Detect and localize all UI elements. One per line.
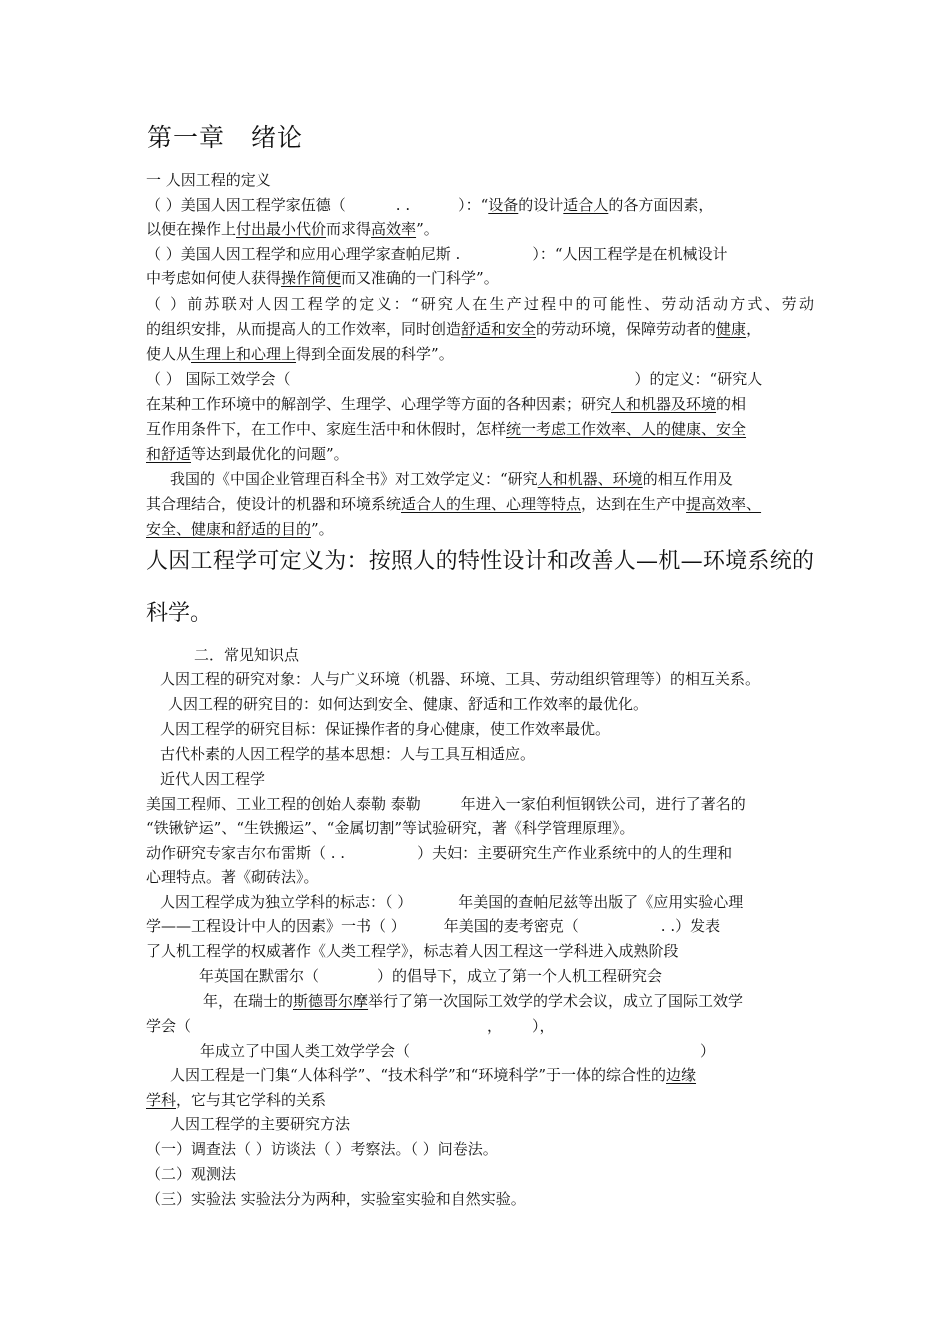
iea-text: 举行了第一次国际工效学的学术会议，成立了国际工效学 [368,992,744,1010]
chapter-label: 第一章 [147,123,226,152]
gilbreth-line1 [146,841,814,865]
def4-text: 互作用条件下，在工作中、家庭生活中和休假时，怎样 [146,420,507,438]
knowledge-p3: 人因工程学的研究目标：保证操作者的身心健康，使工作效率最优。 [160,720,611,738]
def1-text: 而求得 [326,220,372,238]
def1-text: ）：“ [458,196,489,214]
def3-line1: （ ）前苏联对人因工程学的定义：“研究人在生产过程中的可能性、劳动活动方式、劳动 [146,295,814,313]
iea-text: ）， [532,1017,555,1035]
milestone-text: . .）发表 [660,917,721,935]
knowledge-p5: 近代人因工程学 [160,770,266,788]
def4-underline: 统一考虑工作效率、人的健康、安全 [506,420,747,438]
def4-text: （ ） 国际工效学会（ [146,370,291,388]
def3-text: 的组织安排，从而提高人的工作效率，同时创造 [146,320,462,338]
murrell-line [199,964,867,988]
milestone-line3: 了人机工程学的权威著作《人类工程学》，标志着人因工程这一学科进入成熟阶段 [146,942,679,960]
edge-underline: 边缘 [666,1066,697,1084]
def4-text: 等达到最优化的问题”。 [191,445,349,463]
def1-underline: 适合人 [563,196,609,214]
methods-heading: 人因工程学的主要研究方法 [170,1115,351,1133]
def5-line3 [146,517,814,541]
iea-text: 年，在瑞士的 [203,992,294,1010]
def5-underline: 人和机器、环境 [537,470,643,488]
cesa-line [200,1039,868,1063]
iea-text: 学会（ [146,1017,192,1035]
iea-text: ， [487,1017,503,1035]
def4-underline: 人和机器及环境 [611,395,717,413]
iea-underline: 斯德哥尔摩 [293,992,369,1010]
def1-underline: 高效率 [371,220,417,238]
chapter-title [147,118,303,154]
def2-line2 [146,266,814,290]
def4-line2 [146,392,814,416]
def5-line2 [146,492,814,516]
def4-line1 [146,367,814,391]
def1-text: . . [395,196,411,214]
edge-line1 [170,1063,814,1087]
def3-underline: 生理上和心理上 [191,345,297,363]
chapter-name: 绪论 [251,123,304,152]
def1-text: 的设计 [518,196,564,214]
def2-underline: 操作简便 [281,269,342,287]
def3-text: 使人从 [146,345,192,363]
def3-text: 得到全面发展的科学”。 [296,345,454,363]
milestone-line2 [146,914,814,938]
def5-text: 的相互作用及 [642,470,733,488]
milestone-text: 年美国的麦考密克（ [443,917,579,935]
iea-line2 [146,1014,814,1038]
def3-underline: 健康 [716,320,747,338]
def5-text: ”。 [311,520,334,538]
cesa-text: 年成立了中国人类工效学学会（ [200,1042,411,1060]
edge-line2 [146,1088,814,1112]
def5-line1 [170,467,814,491]
iea-line1 [203,989,871,1013]
method-3: （三）实验法 实验法分为两种，实验室实验和自然实验。 [146,1190,526,1208]
def1-text: ”。 [416,220,439,238]
def4-text: 的相 [716,395,747,413]
def1-line1 [146,193,814,217]
def5-text: ，达到在生产中 [581,495,687,513]
section1-heading: 一 人因工程的定义 [146,171,271,189]
gilbreth-line2: 心理特点。著《砌砖法》。 [146,868,319,886]
taylor-line2: “铁锹铲运”、“生铁搬运”、“金属切割”等试验研究，著《科学管理原理》。 [146,819,635,837]
gilbreth-text: ）夫妇：主要研究生产作业系统中的人的生理和 [417,844,733,862]
edge-text: 人因工程是一门集“人体科学”、“技术科学”和“环境科学”于一体的综合性的 [170,1066,667,1084]
def4-underline: 和舒适 [146,445,192,463]
milestone-line1 [160,890,828,914]
taylor-line1 [146,792,814,816]
def3-text: ， [746,320,762,338]
def5-text: 其合理结合，使设计的机器和环境系统 [146,495,402,513]
murrell-text: 年英国在默雷尔（ [199,967,320,985]
def1-text: 的各方面因素， [608,196,714,214]
summary-line2: 科学。 [146,601,213,626]
def2-text: ）：“人因工程学是在机械设计 [532,245,728,263]
def1-underline: 付出最小代价 [236,220,327,238]
def1-text: （ ）美国人因工程学家伍德（ [146,196,346,214]
milestone-text: 人因工程学成为独立学科的标志：（ ） [160,893,413,911]
milestone-text: 年美国的查帕尼兹等出版了《应用实验心理 [458,893,744,911]
cesa-text: ） [700,1042,716,1060]
def3-text: 的劳动环境，保障劳动者的 [536,320,717,338]
def1-line2 [146,217,814,241]
knowledge-p4: 古代朴素的人因工程学的基本思想：人与工具互相适应。 [160,745,536,763]
def2-text: （ ）美国人因工程学和应用心理学家查帕尼斯 . [146,245,461,263]
gilbreth-text: 动作研究专家吉尔布雷斯（ . . [146,844,346,862]
def2-text: 而又准确的一门科学”。 [341,269,499,287]
def3-underline: 舒适和安全 [461,320,537,338]
def3-line2 [146,317,814,341]
def4-text: 在某种工作环境中的解剖学、生理学、心理学等方面的各种因素；研究 [146,395,612,413]
def3-line3 [146,342,814,366]
section2-heading: 二．常见知识点 [194,646,300,664]
summary-line1: 人因工程学可定义为：按照人的特性设计和改善人—机—环境系统的 [146,549,814,574]
def4-line3 [146,417,814,441]
edge-text: ，它与其它学科的关系 [176,1091,327,1109]
murrell-text: ）的倡导下，成立了第一个人机工程研究会 [377,967,663,985]
def5-underline: 提高效率、 [686,495,762,513]
def4-text: ）的定义：“研究人 [634,370,763,388]
edge-underline: 学科 [146,1091,177,1109]
taylor-text: 年进入一家伯利恒钢铁公司，进行了著名的 [460,795,746,813]
knowledge-p2: 人因工程的研究目的：如何达到安全、健康、舒适和工作效率的最优化。 [168,695,649,713]
def1-text: 以便在操作上 [146,220,237,238]
def2-line1 [146,242,814,266]
method-2: （二）观测法 [146,1165,237,1183]
knowledge-p1: 人因工程的研究对象：人与广义环境（机器、环境、工具、劳动组织管理等）的相互关系。 [160,670,761,688]
def5-underline: 安全、健康和舒适的目的 [146,520,312,538]
def4-line4 [146,442,814,466]
def2-text: 中考虑如何使人获得 [146,269,282,287]
def5-underline: 适合人的生理、心理等特点 [401,495,582,513]
taylor-text: 美国工程师、工业工程的创始人泰勒 泰勒 [146,795,421,813]
def1-underline: 设备 [488,196,519,214]
method-1: （一）调查法（ ）访谈法（ ）考察法。（ ）问卷法。 [146,1140,498,1158]
def5-text: 我国的《中国企业管理百科全书》对工效学定义：“研究 [170,470,538,488]
milestone-text: 学——工程设计中人的因素》一书（ ） [146,917,406,935]
